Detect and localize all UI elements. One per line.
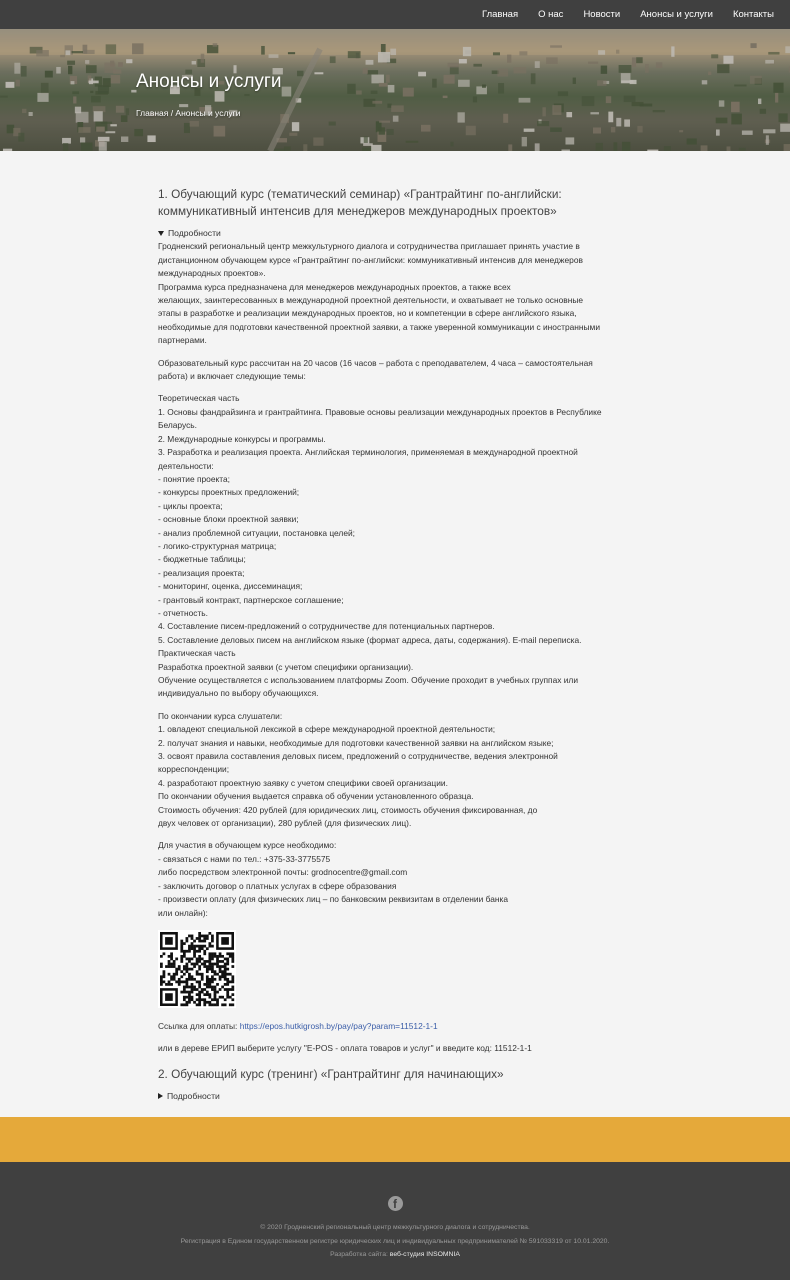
text-line: - отчетность. (158, 607, 208, 618)
top-navigation (0, 0, 790, 29)
text-line: - основные блоки проектной заявки; (158, 514, 299, 525)
text-line: 1. Основы фандрайзинга и грантрайтинга. Правовые основы реализации международных проектов в Республике (158, 406, 602, 417)
text-line: - циклы проекта; (158, 500, 223, 511)
text-line: Практическая часть (158, 648, 236, 659)
course-2-details-toggle[interactable] (158, 1090, 628, 1103)
text-line: - конкурсы проектных предложений; (158, 487, 300, 498)
text-line: - связаться с нами по тел.: +375-33-3775575 (158, 853, 331, 864)
text-line: - заключить договор о платных услугах в сфере образования (158, 880, 397, 891)
text-line: партнерами. (158, 335, 207, 346)
text-line: индивидуально по выбору обучающихся. (158, 688, 319, 699)
triangle-down-icon (158, 231, 164, 236)
accent-band (0, 1117, 790, 1162)
text-line: Для участия в обучающем курсе необходимо: (158, 840, 337, 851)
course-1-outcomes (158, 710, 628, 831)
text-line: либо посредством электронной почты: grodnocentre@gmail.com (158, 867, 408, 878)
course-1-enrollment (158, 839, 628, 919)
text-line: - анализ проблемной ситуации, постановка целей; (158, 527, 355, 538)
text-line: деятельности: (158, 460, 214, 471)
payment-qr-code (158, 930, 236, 1008)
text-line: - грантовый контракт, партнерское соглашение; (158, 594, 344, 605)
text-line: 2. Международные конкурсы и программы. (158, 433, 326, 444)
text-line: Теоретическая часть (158, 393, 240, 404)
qr-code-image (158, 930, 236, 1008)
text-line: - мониторинг, оценка, диссеминация; (158, 581, 303, 592)
footer-developer-label: Разработка сайта: (330, 1251, 390, 1258)
text-line: корреспонденции; (158, 764, 230, 775)
course-1-program (158, 392, 628, 700)
text-line: Гродненский региональный центр межкультурного диалога и сотрудничества приглашает принять участие в (158, 241, 580, 252)
text-line: - бюджетные таблицы; (158, 554, 246, 565)
course-1-duration (158, 357, 628, 384)
details-label: Подробности (168, 228, 221, 238)
erip-instructions: или в дереве ЕРИП выберите услугу "E-POS - оплата товаров и услуг" и введите код: 11512-1-1 (158, 1043, 532, 1054)
footer-registration: Регистрация в Едином государственном регистре юридических лиц и индивидуальных предпринимателей № 591033319 от 10.01.2020. (180, 1238, 610, 1245)
text-line: этапы в разработке и реализации международных проектов, но и компетенции в сфере английского языка, (158, 308, 577, 319)
text-line: дистанционном обучающем курсе «Грантрайтинг по-английски: коммуникативный интенсив для менеджеров (158, 254, 583, 265)
text-line: По окончании курса слушатели: (158, 710, 283, 721)
text-line: 4. разработают проектную заявку с учетом специфики своей организации. (158, 777, 448, 788)
text-line: международных проектов». (158, 268, 266, 279)
text-line: 3. Разработка и реализация проекта. Английская терминология, применяемая в международной проектной (158, 447, 578, 458)
footer-copyright: © 2020 Гродненский региональный центр межкультурного диалога и сотрудничества. (260, 1224, 530, 1231)
text-line: 4. Составление писем-предложений о сотрудничестве для потенциальных партнеров. (158, 621, 495, 632)
text-line: или онлайн): (158, 907, 208, 918)
main-content (158, 186, 628, 1103)
payment-link[interactable]: https://epos.hutkigrosh.by/pay/pay?param=11512-1-1 (239, 1020, 438, 1031)
text-line: желающих, заинтересованных в международной проектной деятельности, и охватывает не только основные (158, 295, 584, 306)
course-1-title: 1. Обучающий курс (тематический семинар) «Грантрайтинг по-английски: коммуникативный интенсив для менеджеров международных проектов» (158, 187, 562, 218)
course-1-intro (158, 240, 628, 347)
text-line: двух человек от организации), 280 рублей (для физических лиц). (158, 818, 412, 829)
text-line: Обучение осуществляется с использованием платформы Zoom. Обучение проходит в учебных группах или (158, 675, 578, 685)
text-line: - понятие проекта; (158, 473, 230, 484)
text-line: Разработка проектной заявки (с учетом специфики организации). (158, 661, 414, 672)
text-line: работа) и включает следующие темы: (158, 371, 306, 382)
text-line: необходимые для подготовки качественной проектной заявки, а также уверенной коммуникации с иностранными (158, 321, 600, 332)
text-line: Стоимость обучения: 420 рублей (для юридических лиц, стоимость обучения фиксированная, до (158, 804, 538, 815)
hero-banner (0, 29, 790, 151)
text-line: Образовательный курс рассчитан на 20 часов (16 часов – работа с преподавателем, 4 часа – самостоятельная (158, 357, 593, 368)
nav-menu (462, 0, 774, 29)
text-line: 2. получат знания и навыки, необходимые для подготовки качественной заявки на английском языке; (158, 737, 554, 748)
page-title: Анонсы и услуги (136, 71, 282, 92)
breadcrumb[interactable]: Главная / Анонсы и услуги (136, 108, 241, 118)
nav-item-2[interactable]: Новости (583, 9, 621, 20)
text-line: 5. Составление деловых писем на английском языке (формат адреса, даты, содержания). E-mail переписка. (158, 634, 582, 645)
nav-item-1[interactable]: О нас (538, 9, 564, 20)
city-skyline-image (0, 29, 790, 151)
details-label: Подробности (167, 1090, 220, 1101)
text-line: Программа курса предназначена для менеджеров международных проектов, а также всех (158, 281, 511, 292)
text-line: По окончании обучения выдается справка об обучении установленного образца. (158, 791, 474, 802)
payment-link-line (158, 1020, 628, 1033)
nav-item-4[interactable]: Контакты (732, 9, 774, 20)
text-line: 1. овладеют специальной лексикой в сфере международной проектной деятельности; (158, 724, 496, 735)
nav-item-0[interactable]: Главная (481, 9, 519, 20)
footer-developer (0, 1251, 790, 1258)
nav-item-3[interactable]: Анонсы и услуги (640, 9, 713, 20)
triangle-right-icon (158, 1093, 163, 1099)
site-footer (0, 1162, 790, 1280)
payment-link-label: Ссылка для оплаты: (158, 1020, 240, 1031)
course-2-title: 2. Обучающий курс (тренинг) «Грантрайтинг для начинающих» (158, 1066, 504, 1081)
text-line: - произвести оплату (для физических лиц – по банковским реквизитам в отделении банка (158, 894, 508, 905)
facebook-icon[interactable]: f (388, 1196, 403, 1211)
text-line: - логико-структурная матрица; (158, 540, 277, 551)
developer-link[interactable]: веб-студия INSOMNIA (389, 1251, 460, 1258)
text-line: - реализация проекта; (158, 567, 245, 578)
course-1-details-toggle[interactable] (158, 227, 628, 240)
text-line: Беларусь. (158, 420, 197, 431)
text-line: 3. освоят правила составления деловых писем, предложений о сотрудничестве, ведения электронной (158, 751, 558, 762)
